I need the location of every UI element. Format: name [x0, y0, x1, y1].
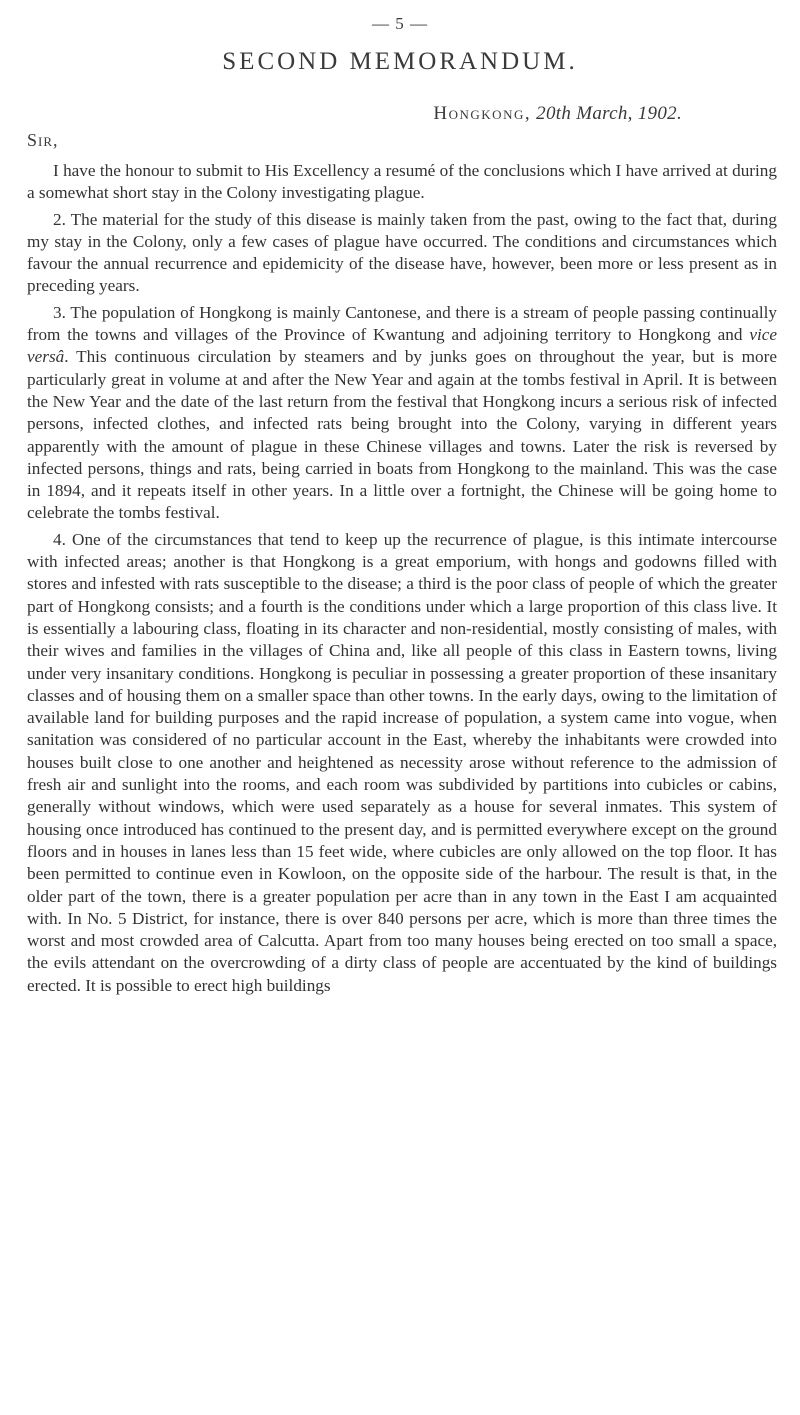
paragraph-3-italic-phrase: vice versâ	[27, 325, 777, 367]
page-number: — 5 —	[372, 14, 428, 33]
paragraph-4: 4. One of the circumstances that tend to keep up the recurrence of plague, is this intimate intercourse with infected areas; another is that Hongkong is a great emporium, with hongs and godowns filled with stores and infested with rats susceptible to the disease; a third is the poor class of people of which the greater part of Hongkong consists; and a fourth is the conditions under which a large proportion of this class live. It is essentially a labouring class, floating in its character and non-residential, mostly consisting of males, with their wives and families in the villages of China and, like all people of this class in Eastern towns, living under very insanitary conditions. Hongkong is peculiar in possessing a greater proportion of these insanitary classes and of housing them on a smaller space than other towns. In the early days, owing to the limitation of available land for building purposes and the rapid increase of population, a system came into vogue, when sanitation was considered of no particular account in the East, whereby the inhabitants were crowded into houses built close to one another and heightened as necessity arose without reference to the admission of fresh air and sunlight into the rooms, and each room was subdivided by partitions into cubicles or cabins, generally without windows, which were used separately as a house for several inmates. This system of housing once introduced has continued to the present day, and is permitted everywhere except on the ground floors and in houses in lanes less than 15 feet wide, where cubicles are only allowed on the top floor. It has been permitted to continue even in Kowloon, on the opposite side of the harbour. The result is that, in the older part of the town, there is a greater population per acre than in any town in the East I am acquainted with. In No. 5 District, for instance, there is over 840 persons per acre, which is more than three times the worst and most crowded area of Calcutta. Apart from too many houses being erected on too small a space, the evils attendant on the overcrowding of a dirty class of people are accentuated by the kind of buildings erected. It is possible to erect high buildings	[27, 529, 777, 995]
paragraph-3-text-end: . This continuous circulation by steamers and by junks goes on throughout the year, but is more particularly great in volume at and after the New Year and again at the tombs festival in April. It is between the New Year and the date of the last return from the festival that Hongkong incurs a serious risk of infected persons, infected clothes, and infected rats being brought into the Colony, varying in different years apparently with the amount of plague in these Chinese villages and towns. Later the risk is reversed by infected persons, things and rats, being carried in boats from Hongkong to the mainland. This was the case in 1894, and it repeats itself in other years. In a little over a fortnight, the Chinese will be going home to celebrate the tombs festival.	[27, 347, 777, 523]
dateline	[0, 103, 682, 125]
dateline-date: 20th March, 1902.	[536, 103, 682, 124]
document-title: SECOND MEMORANDUM.	[222, 48, 578, 75]
paragraph-3-text-start: 3. The population of Hongkong is mainly Cantonese, and there is a stream of people passing continually from the towns and villages of the Province of Kwantung and adjoining territory to Hongkong and	[27, 302, 777, 345]
body-text	[27, 160, 777, 1001]
paragraph-3	[27, 302, 777, 525]
salutation: Sir,	[27, 130, 59, 150]
dateline-place: Hongkong,	[433, 103, 532, 124]
paragraph-2: 2. The material for the study of this disease is mainly taken from the past, owing to the fact that, during my stay in the Colony, only a few cases of plague have occurred. The conditions and circumstances which favour the annual recurrence and epidemicity of the disease have, however, been more or less present as in preceding years.	[27, 209, 777, 296]
paragraph-1: I have the honour to submit to His Excellency a resumé of the conclusions which I have arrived at during a somewhat short stay in the Colony investigating plague.	[27, 161, 777, 203]
